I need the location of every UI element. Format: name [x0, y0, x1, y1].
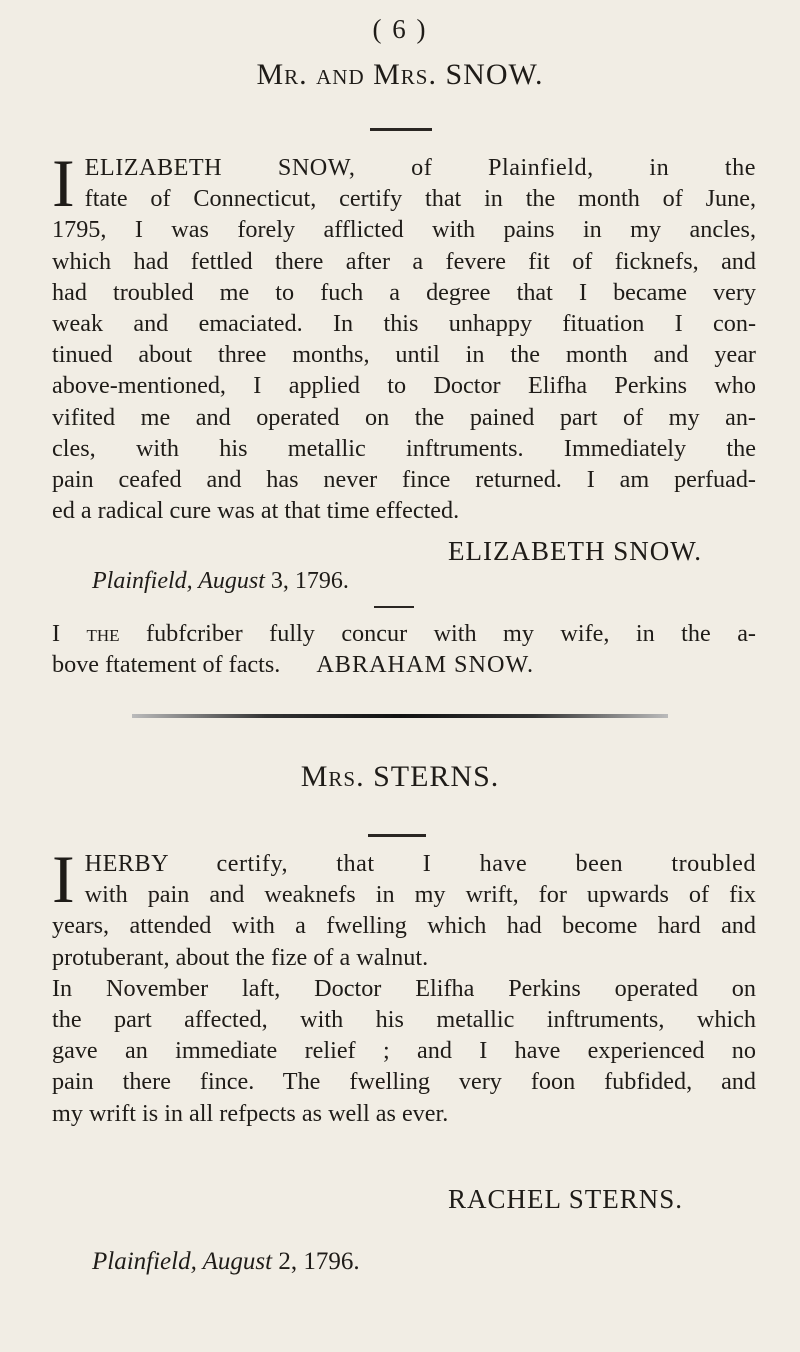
- concur-text: fubfcriber fully concur with my wife, in the a-: [146, 620, 756, 647]
- text-line: vifited me and operated on the pained part of my an-: [52, 403, 756, 431]
- lead-words: I the: [52, 620, 120, 647]
- dateline-place: Plainfield, August: [92, 1248, 273, 1275]
- text-line: above-mentioned, I applied to Doctor Elifha Perkins who: [52, 372, 756, 400]
- text-line: with pain and weaknefs in my wrift, for upwards of fix: [84, 881, 756, 909]
- text-line: [52, 618, 756, 649]
- dateline-place: Plainfield, August: [92, 568, 265, 594]
- text-line: years, attended with a fwelling which had become hard and: [52, 912, 756, 940]
- text-line: gave an immediate relief ; and I have experienced no: [52, 1037, 756, 1065]
- text-line: pain there fince. The fwelling very foon fubfided, and: [52, 1068, 756, 1096]
- section-divider: [132, 714, 668, 718]
- dateline-date: 2, 1796.: [278, 1248, 360, 1275]
- text-line: ftate of Connecticut, certify that in the month of June,: [84, 185, 756, 213]
- text-line: my wrift is in all refpects as well as ever.: [52, 1099, 449, 1127]
- text-line: cles, with his metallic inftruments. Immediately the: [52, 434, 756, 462]
- short-rule: [368, 834, 426, 837]
- signature-rachel-sterns: RACHEL STERNS.: [448, 1184, 684, 1214]
- text-line: weak and emaciated. In this unhappy fituation I con-: [52, 310, 756, 338]
- page-number: ( 6 ): [372, 14, 428, 44]
- dateline-date: 3, 1796.: [270, 568, 349, 594]
- text-line: tinued about three months, until in the month and year: [52, 341, 756, 369]
- signature-abraham-snow: ABRAHAM SNOW.: [316, 651, 535, 679]
- text-line: HERBY certify, that I have been troubled: [84, 850, 756, 877]
- dateline: [92, 1248, 360, 1276]
- concur-text: bove ftatement of facts.: [52, 651, 281, 679]
- text-line: [52, 649, 756, 680]
- text-line: 1795, I was forely afflicted with pains in my ancles,: [52, 216, 756, 244]
- text-line: ed a radical cure was at that time effected.: [52, 497, 460, 525]
- text-line: In November laft, Doctor Elifha Perkins operated on: [52, 974, 756, 1002]
- short-rule: [374, 606, 414, 608]
- text-line: pain ceafed and has never fince returned. I am perfuad-: [52, 466, 756, 494]
- dateline: [92, 568, 349, 595]
- text-line: ELIZABETH SNOW, of Plainfield, in the: [84, 154, 756, 181]
- concurrence-abraham-snow: [52, 618, 756, 680]
- section-heading-snow: Mr. and Mrs. SNOW.: [256, 58, 544, 91]
- drop-cap: I: [52, 841, 75, 917]
- text-line: which had fettled there after a fevere fit of ficknefs, and: [52, 247, 756, 275]
- text-line: had troubled me to fuch a degree that I became very: [52, 278, 756, 306]
- text-line: the part affected, with his metallic inftruments, which: [52, 1006, 756, 1034]
- text-line: protuberant, about the fize of a walnut.: [52, 943, 429, 971]
- testimony-snow: [52, 145, 756, 526]
- section-heading-sterns: Mrs. STERNS.: [300, 760, 500, 793]
- drop-cap: I: [52, 145, 75, 221]
- short-rule: [370, 128, 432, 131]
- testimony-sterns: [52, 841, 756, 1129]
- signature-elizabeth-snow: ELIZABETH SNOW.: [448, 536, 702, 566]
